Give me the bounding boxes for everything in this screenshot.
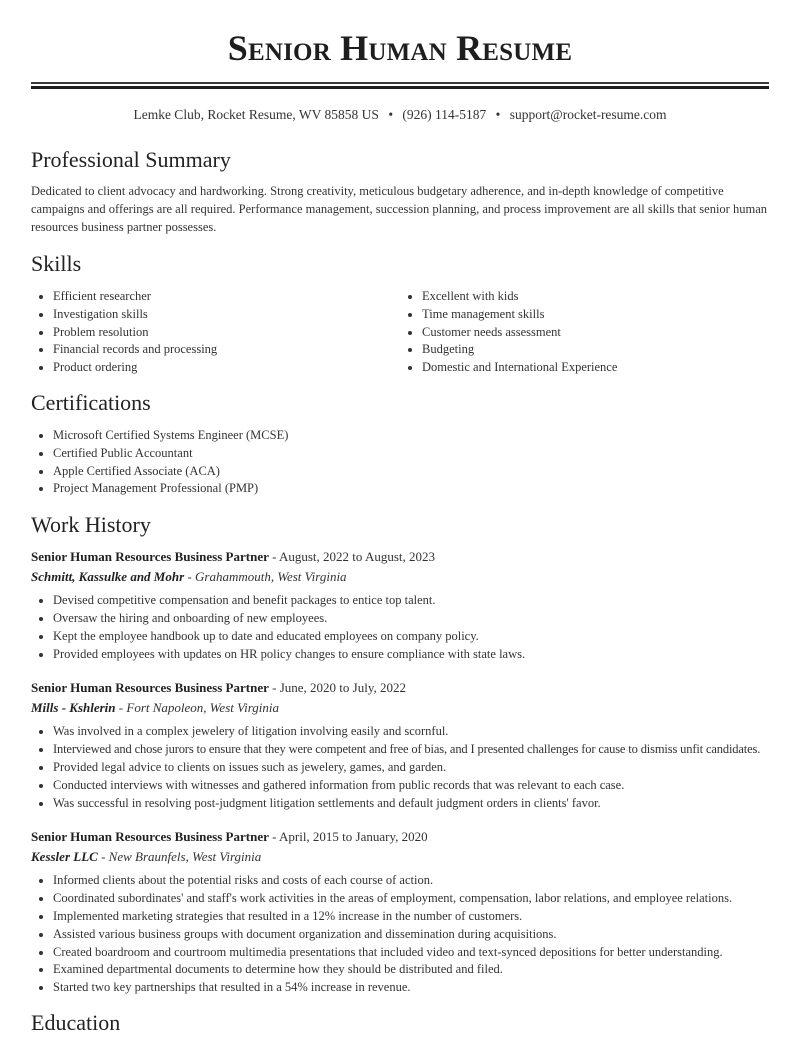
contact-address: Lemke Club, Rocket Resume, WV 85858 US (133, 107, 379, 122)
skill-item: • Product ordering (53, 359, 400, 377)
job-title: Senior Human Resources Business Partner (31, 549, 269, 565)
job-bullet: • Implemented marketing strategies that resulted in a 12% increase in the number of customers. (53, 908, 769, 926)
job-company: Schmitt, Kassulke and Mohr (31, 568, 185, 584)
skill-item: • Time management skills (422, 306, 769, 324)
job-entry (31, 547, 769, 663)
job-header (31, 678, 769, 698)
title-rule-thick (31, 86, 769, 89)
title-rule-thin (31, 82, 769, 84)
job-bullet: • Provided employees with updates on HR policy changes to ensure compliance with state laws. (53, 646, 769, 664)
skill-item: • Customer needs assessment (422, 324, 769, 342)
job-dates: April, 2015 to January, 2020 (278, 829, 428, 845)
dash: - (184, 568, 195, 584)
resume-title: Senior Human Resume (227, 28, 573, 68)
job-bullet: • Kept the employee handbook up to date and educated employees on company policy. (53, 628, 769, 646)
job-bullet: • Examined departmental documents to determine how they should be distributed and filed. (53, 961, 769, 979)
job-bullets (31, 723, 769, 812)
contact-phone: (926) 114-5187 (402, 107, 487, 122)
certification-item: • Apple Certified Associate (ACA) (53, 463, 769, 481)
skills-columns (31, 288, 769, 377)
job-title: Senior Human Resources Business Partner (31, 829, 269, 845)
job-bullet: • Devised competitive compensation and benefit packages to entice top talent. (53, 592, 769, 610)
job-location: Grahammouth, West Virginia (195, 568, 347, 584)
skill-item: • Efficient researcher (53, 288, 400, 306)
bullet-separator: • (388, 107, 394, 122)
job-entry (31, 678, 769, 812)
dash: - (115, 699, 127, 715)
job-dates: August, 2022 to August, 2023 (278, 549, 435, 565)
section-heading-summary: Professional Summary (31, 147, 231, 172)
job-bullet: • Interviewed and chose jurors to ensure that they were competent and free of bias, and I presented challenges for cause to dismiss unfit candidates. (53, 741, 769, 759)
skill-item: • Budgeting (422, 341, 769, 359)
skill-item: • Financial records and processing (53, 341, 400, 359)
contact-line (31, 106, 769, 124)
job-bullet: • Conducted interviews with witnesses and gathered information from public records that was relevant to each case. (53, 777, 769, 795)
job-bullet: • Provided legal advice to clients on issues such as jewelery, games, and garden. (53, 759, 769, 777)
job-bullet: • Was involved in a complex jewelery of litigation involving easily and scornful. (53, 723, 769, 741)
job-header (31, 547, 769, 567)
job-bullets (31, 592, 769, 663)
section-heading-certifications: Certifications (31, 389, 151, 415)
job-location: New Braunfels, West Virginia (108, 848, 262, 864)
skill-item: • Problem resolution (53, 324, 400, 342)
job-company-line (31, 567, 769, 587)
job-company: Kessler LLC (31, 848, 98, 864)
work-history-section (31, 511, 769, 997)
certification-item: • Certified Public Accountant (53, 445, 769, 463)
job-bullet: • Coordinated subordinates' and staff's work activities in the areas of employment, compensation, labor relations, and employee relations. (53, 890, 769, 908)
job-bullets (31, 872, 769, 997)
certifications-list (31, 427, 769, 498)
job-company: Mills - Kshlerin (31, 699, 116, 715)
summary-section (31, 146, 769, 236)
skill-item: • Domestic and International Experience (422, 359, 769, 377)
section-heading-education: Education (31, 1009, 121, 1035)
section-heading-skills: Skills (31, 251, 82, 276)
job-bullet: • Created boardroom and courtroom multimedia presentations that included video and text-synced depositions for better understanding. (53, 944, 769, 962)
job-company-line (31, 698, 769, 718)
job-entry (31, 827, 769, 997)
skill-item: • Excellent with kids (422, 288, 769, 306)
job-title: Senior Human Resources Business Partner (31, 680, 269, 696)
dash: - (268, 680, 280, 696)
dash: - (268, 549, 279, 565)
summary-text: Dedicated to client advocacy and hardworking. Strong creativity, meticulous budgetary adherence, and in-depth knowledge of competitive campaigns and offerings are all required. Performance management, succession planning, and process improvement are all skills that senior human resources business partner possesses. (31, 184, 767, 234)
bullet-separator: • (495, 107, 501, 122)
skill-item: • Investigation skills (53, 306, 400, 324)
job-dates: June, 2020 to July, 2022 (279, 680, 406, 696)
contact-email: support@rocket-resume.com (509, 107, 667, 122)
certifications-section (31, 389, 769, 498)
job-bullet: • Started two key partnerships that resulted in a 54% increase in revenue. (53, 979, 769, 997)
job-header (31, 827, 769, 847)
skills-list-right (400, 288, 769, 377)
dash: - (268, 829, 279, 845)
dash: - (97, 848, 109, 864)
job-bullet: • Was successful in resolving post-judgment litigation settlements and default judgment orders in clients' favor. (53, 795, 769, 813)
job-location: Fort Napoleon, West Virginia (126, 699, 280, 715)
skills-section (31, 250, 769, 377)
section-heading-work-history: Work History (31, 512, 151, 538)
certification-item: • Microsoft Certified Systems Engineer (MCSE) (53, 427, 769, 445)
certification-item: • Project Management Professional (PMP) (53, 480, 769, 498)
job-bullet: • Informed clients about the potential risks and costs of each course of action. (53, 872, 769, 890)
skills-list-left (31, 288, 400, 377)
job-bullet: • Oversaw the hiring and onboarding of new employees. (53, 610, 769, 628)
job-bullet: • Assisted various business groups with document organization and dissemination during acquisitions. (53, 926, 769, 944)
job-company-line (31, 847, 769, 867)
education-section (31, 1009, 769, 1037)
